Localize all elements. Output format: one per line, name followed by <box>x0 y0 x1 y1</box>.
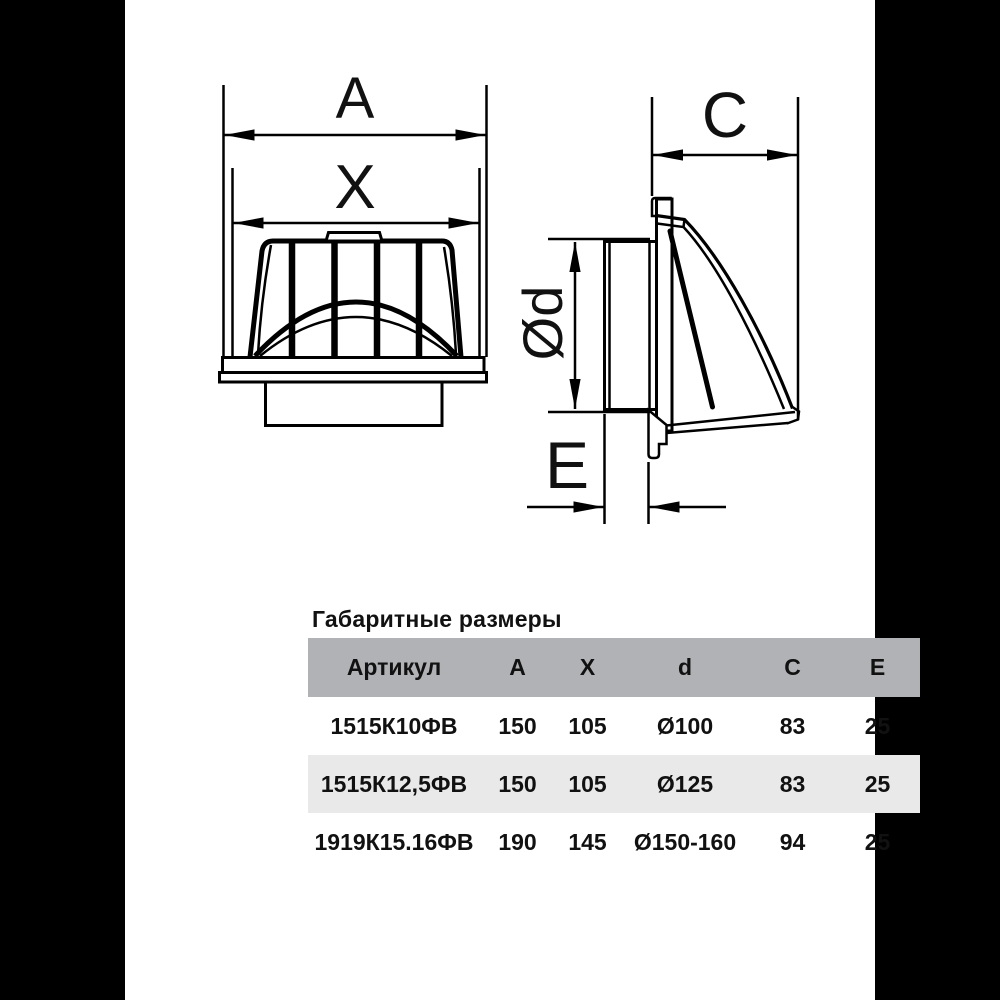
cell-e: 25 <box>864 770 891 797</box>
front-flange <box>223 358 485 373</box>
dimension-label-a: A <box>335 66 375 131</box>
cell-e: 25 <box>864 712 891 739</box>
hood <box>656 216 799 434</box>
cell-c: 94 <box>779 828 806 855</box>
table-row <box>308 697 920 755</box>
cell-x: 105 <box>568 712 607 739</box>
column-header-e: E <box>869 654 886 680</box>
cell-x: 145 <box>568 828 607 855</box>
table-title: Габаритные размеры <box>312 606 562 632</box>
grille-arch-outer <box>255 302 457 356</box>
cell-article: 1515К10ФВ <box>330 712 458 739</box>
hood-rim-joint <box>684 220 685 228</box>
table-row <box>308 755 920 813</box>
cell-article: 1515К12,5ФВ <box>320 770 468 797</box>
cell-e: 25 <box>864 828 891 855</box>
dimension-label-e: E <box>544 428 590 502</box>
column-header-c: C <box>784 654 801 680</box>
side-view <box>511 79 799 524</box>
cell-a: 150 <box>498 770 537 797</box>
grille <box>250 233 461 358</box>
technical-drawing <box>125 0 875 560</box>
cell-d: Ø125 <box>656 770 714 797</box>
table-row <box>308 813 920 871</box>
dimension-label-d: Ød <box>511 285 574 361</box>
column-header-x: X <box>579 654 596 680</box>
dimension-label-x: X <box>334 153 376 222</box>
cell-d: Ø100 <box>656 712 714 739</box>
left-black-bar <box>0 0 126 1000</box>
cell-d: Ø150-160 <box>633 828 737 855</box>
column-header-article: Артикул <box>346 654 442 680</box>
table-header-row <box>308 638 920 697</box>
cell-a: 190 <box>498 828 537 855</box>
column-header-a: А <box>509 654 526 680</box>
dimension-label-c: C <box>701 79 749 151</box>
content-panel <box>125 0 891 1000</box>
cell-c: 83 <box>779 770 806 797</box>
dimensions-table <box>308 638 920 871</box>
cell-article: 1919К15.16ФВ <box>314 828 474 855</box>
front-view <box>220 66 487 426</box>
front-spigot <box>266 382 443 426</box>
column-header-d: d <box>677 654 693 680</box>
cell-c: 83 <box>779 712 806 739</box>
cell-x: 105 <box>568 770 607 797</box>
grille-top-tab <box>326 233 382 242</box>
hood-rim-joint <box>656 216 657 224</box>
cell-a: 150 <box>498 712 537 739</box>
